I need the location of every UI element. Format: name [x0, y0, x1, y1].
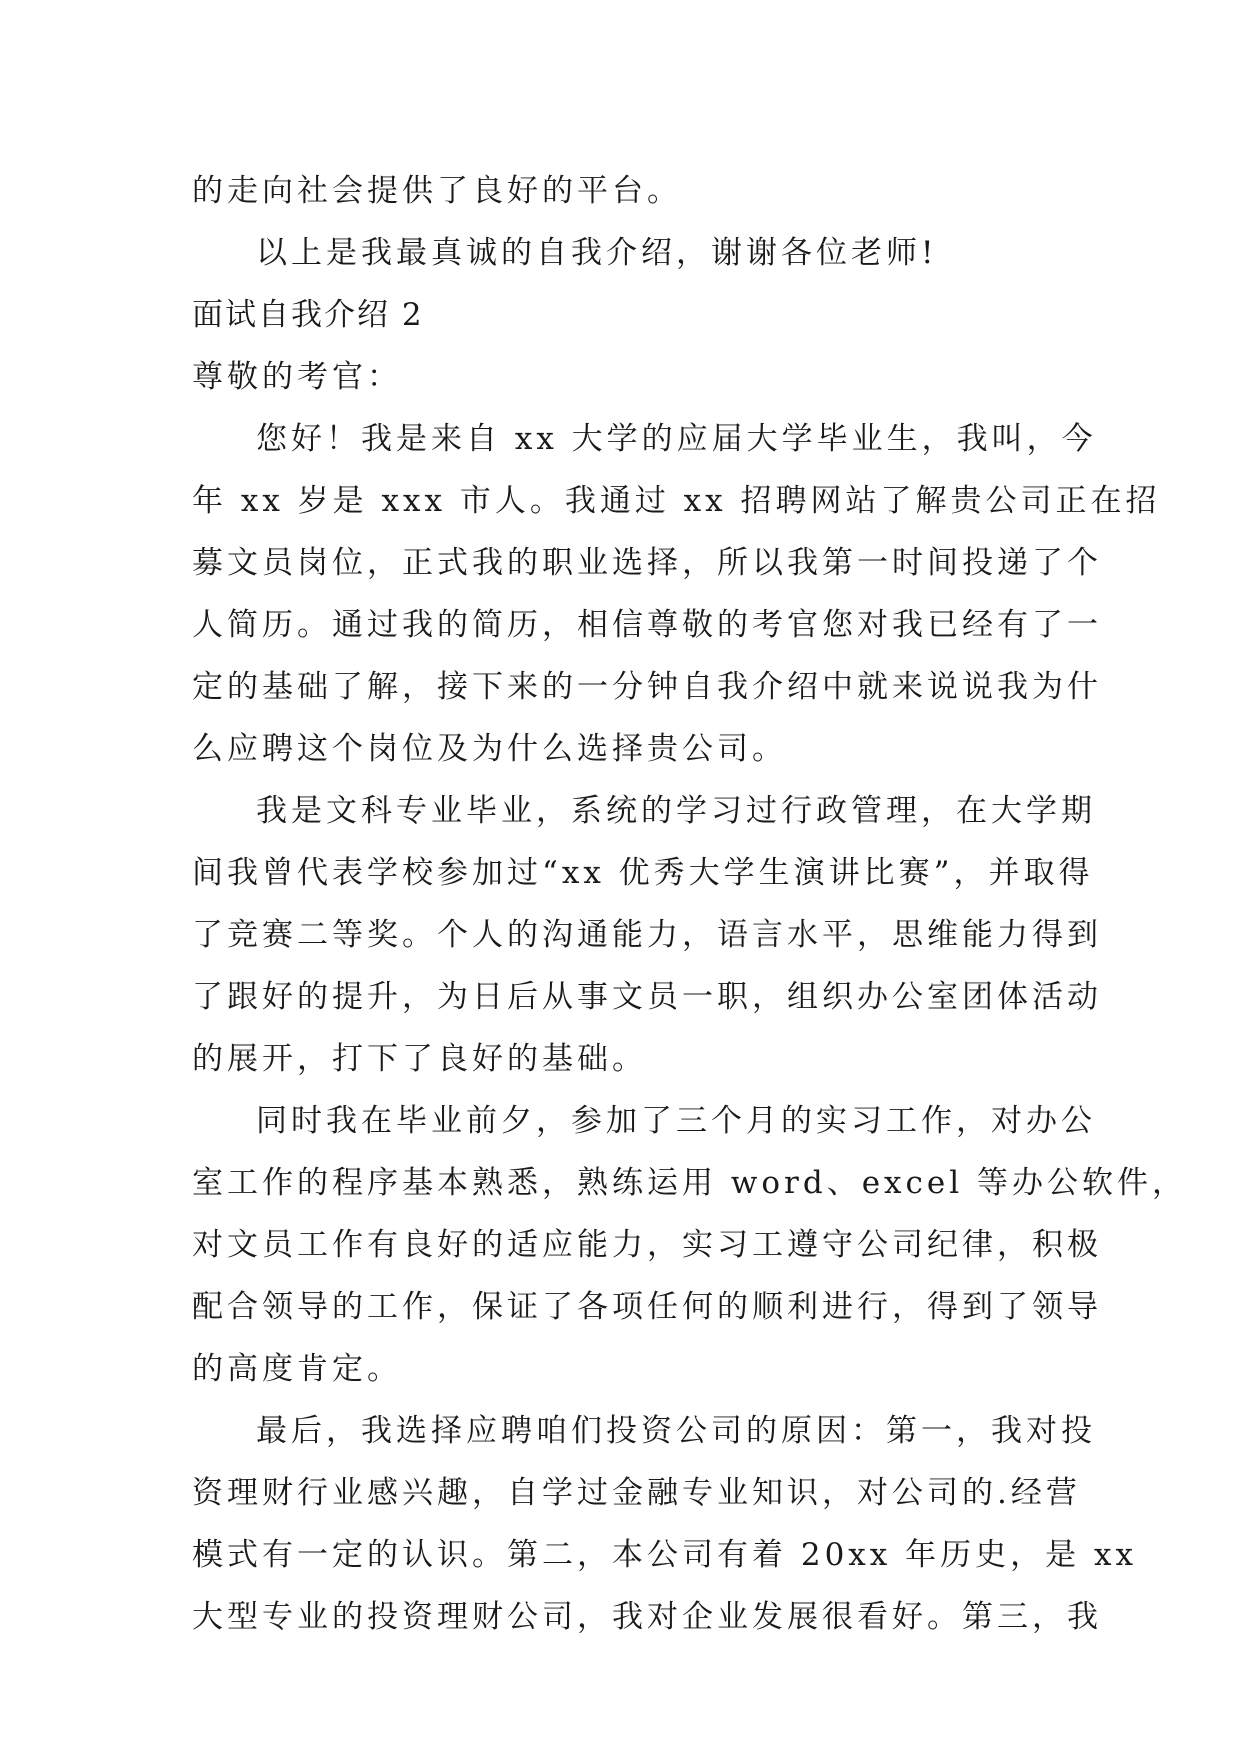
section-heading: 面试自我介绍 2	[192, 297, 424, 333]
paragraph-line: 了竞赛二等奖。个人的沟通能力，语言水平，思维能力得到	[192, 917, 1102, 953]
paragraph-line: 最后，我选择应聘咱们投资公司的原因：第一，我对投	[256, 1413, 1096, 1449]
paragraph-line: 室工作的程序基本熟悉，熟练运用 word、excel 等办公软件，	[192, 1165, 1188, 1201]
paragraph-line: 模式有一定的认识。第二，本公司有着 20xx 年历史，是 xx	[192, 1537, 1137, 1573]
closing-line: 以上是我最真诚的自我介绍，谢谢各位老师!	[256, 235, 938, 271]
paragraph-line: 募文员岗位，正式我的职业选择，所以我第一时间投递了个	[192, 545, 1102, 581]
paragraph-line: 定的基础了解，接下来的一分钟自我介绍中就来说说我为什	[192, 669, 1102, 705]
document-body	[192, 160, 1188, 1648]
paragraph-line: 了跟好的提升，为日后从事文员一职，组织办公室团体活动	[192, 979, 1102, 1015]
paragraph-line: 的高度肯定。	[192, 1351, 402, 1387]
paragraph-line: 您好！我是来自 xx 大学的应届大学毕业生，我叫，今	[256, 421, 1097, 457]
paragraph-line: 同时我在毕业前夕，参加了三个月的实习工作，对办公	[256, 1103, 1096, 1139]
paragraph-line: 人简历。通过我的简历，相信尊敬的考官您对我已经有了一	[192, 607, 1102, 643]
paragraph-line: 么应聘这个岗位及为什么选择贵公司。	[192, 731, 787, 767]
paragraph-line: 配合领导的工作，保证了各项任何的顺利进行，得到了领导	[192, 1289, 1102, 1325]
paragraph-line: 对文员工作有良好的适应能力，实习工遵守公司纪律，积极	[192, 1227, 1102, 1263]
paragraph-line: 大型专业的投资理财公司，我对企业发展很看好。第三，我	[192, 1599, 1102, 1635]
paragraph-line: 的走向社会提供了良好的平台。	[192, 173, 682, 209]
paragraph-line: 资理财行业感兴趣，自学过金融专业知识，对公司的.经营	[192, 1475, 1081, 1511]
paragraph-line: 我是文科专业毕业，系统的学习过行政管理，在大学期	[256, 793, 1096, 829]
paragraph-line: 年 xx 岁是 xxx 市人。我通过 xx 招聘网站了解贵公司正在招	[192, 483, 1161, 519]
paragraph-line: 间我曾代表学校参加过“xx 优秀大学生演讲比赛”，并取得	[192, 855, 1094, 891]
paragraph-line: 的展开，打下了良好的基础。	[192, 1041, 647, 1077]
salutation: 尊敬的考官：	[192, 359, 402, 395]
